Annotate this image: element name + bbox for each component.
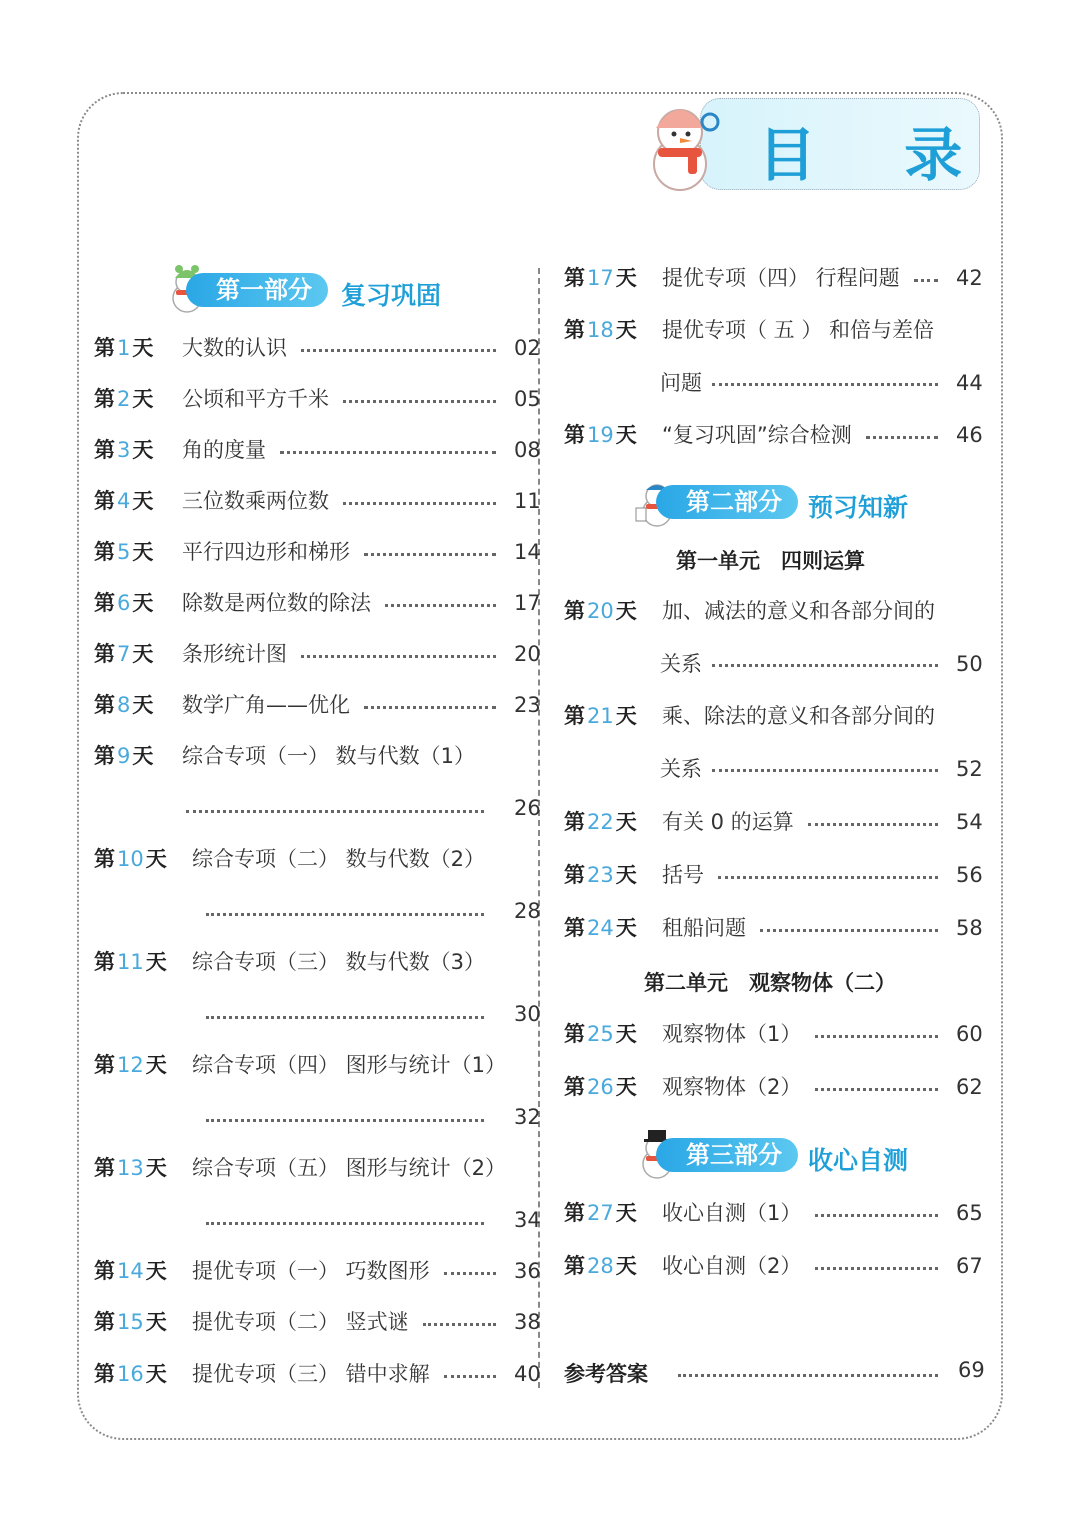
part2-subtitle: 预习知新 <box>808 493 909 522</box>
day-number: 17 <box>587 266 614 290</box>
toc-entry <box>564 860 984 890</box>
day-label <box>564 420 637 450</box>
day-label <box>564 913 637 943</box>
day-number: 24 <box>587 916 614 940</box>
toc-entry <box>564 1019 984 1049</box>
toc-entry <box>94 1359 542 1389</box>
leader-dots <box>444 1375 496 1378</box>
entry-title: 平行四边形和梯形 <box>182 540 350 564</box>
leader-dots <box>206 913 484 916</box>
day-label <box>564 1198 637 1228</box>
entry-title: 提优专项（三） 错中求解 <box>192 1362 430 1386</box>
day-number: 22 <box>587 810 614 834</box>
day-label <box>94 435 153 465</box>
day-label <box>94 1050 167 1080</box>
day-prefix: 第 <box>94 438 115 462</box>
toc-entry <box>94 947 542 1026</box>
day-label <box>94 1153 167 1183</box>
page-number: 02 <box>514 336 541 360</box>
day-suffix: 天 <box>615 863 637 887</box>
entry-title: 公顷和平方千米 <box>182 387 329 411</box>
day-number: 10 <box>117 847 144 871</box>
toc-entry <box>564 1072 984 1102</box>
entry-title: 提优专项（二） 竖式谜 <box>192 1310 409 1334</box>
leader-dots <box>808 823 938 826</box>
toc-entry <box>94 384 542 414</box>
day-suffix: 天 <box>615 1201 637 1225</box>
day-suffix: 天 <box>132 642 154 666</box>
day-suffix: 天 <box>615 1022 637 1046</box>
day-suffix: 天 <box>132 591 154 615</box>
day-label <box>564 1072 637 1102</box>
snowman-scarf-icon <box>636 98 724 194</box>
day-label <box>564 596 637 626</box>
day-label <box>94 1359 167 1389</box>
toc-entry <box>94 333 542 363</box>
day-suffix: 天 <box>615 318 637 342</box>
day-label <box>564 1251 637 1281</box>
day-number: 6 <box>117 591 131 615</box>
day-suffix: 天 <box>132 744 154 768</box>
leader-dots <box>343 502 496 505</box>
day-prefix: 第 <box>94 950 115 974</box>
day-suffix: 天 <box>132 387 154 411</box>
leader-dots <box>364 553 496 556</box>
day-prefix: 第 <box>564 1022 585 1046</box>
day-number: 26 <box>587 1075 614 1099</box>
day-suffix: 天 <box>615 704 637 728</box>
day-suffix: 天 <box>145 1362 167 1386</box>
unit2-title: 第二单元 观察物体（二） <box>644 971 896 995</box>
entry-title: 除数是两位数的除法 <box>182 591 371 615</box>
day-label <box>94 947 167 977</box>
day-prefix: 第 <box>564 863 585 887</box>
day-label <box>94 741 153 771</box>
toc-entry <box>94 690 542 720</box>
day-number: 1 <box>117 336 131 360</box>
day-label <box>564 263 637 293</box>
entry-title: 收心自测（2） <box>662 1254 802 1278</box>
day-label <box>94 537 153 567</box>
day-prefix: 第 <box>94 1310 115 1334</box>
leader-dots <box>301 349 496 352</box>
day-number: 13 <box>117 1156 144 1180</box>
day-suffix: 天 <box>615 599 637 623</box>
toc-entry <box>564 807 984 837</box>
day-prefix: 第 <box>94 591 115 615</box>
leader-dots <box>815 1088 938 1091</box>
day-suffix: 天 <box>132 489 154 513</box>
page-number: 36 <box>514 1259 541 1283</box>
entry-title: 综合专项（三） 数与代数（3） <box>192 950 486 974</box>
toc-entry <box>564 596 984 676</box>
leader-dots <box>301 655 496 658</box>
day-number: 27 <box>587 1201 614 1225</box>
page-number: 11 <box>514 489 541 513</box>
page-number: 40 <box>514 1362 541 1386</box>
page-number: 46 <box>956 423 983 447</box>
day-suffix: 天 <box>145 1259 167 1283</box>
toc-entry <box>94 435 542 465</box>
day-number: 5 <box>117 540 131 564</box>
day-label <box>564 807 637 837</box>
day-suffix: 天 <box>145 1310 167 1334</box>
day-suffix: 天 <box>615 1075 637 1099</box>
answers-page: 69 <box>958 1358 985 1382</box>
leader-dots <box>718 876 938 879</box>
day-label <box>564 701 637 731</box>
part3-subtitle: 收心自测 <box>808 1146 909 1175</box>
day-prefix: 第 <box>564 810 585 834</box>
unit1-title: 第一单元 四则运算 <box>676 549 865 573</box>
part1-subtitle: 复习巩固 <box>341 281 442 310</box>
page-number: 60 <box>956 1022 983 1046</box>
leader-dots <box>712 383 938 386</box>
day-prefix: 第 <box>94 693 115 717</box>
page-number: 30 <box>514 1002 541 1026</box>
day-suffix: 天 <box>132 438 154 462</box>
day-prefix: 第 <box>94 1053 115 1077</box>
page-number: 26 <box>514 796 541 820</box>
entry-title: 综合专项（四） 图形与统计（1） <box>192 1053 507 1077</box>
entry-title: 有关 0 的运算 <box>662 810 794 834</box>
leader-dots <box>280 451 496 454</box>
day-prefix: 第 <box>94 1362 115 1386</box>
day-suffix: 天 <box>615 266 637 290</box>
entry-title: 数学广角——优化 <box>182 693 350 717</box>
day-label <box>94 1307 167 1337</box>
toc-entry <box>94 1153 542 1232</box>
entry-title: 乘、除法的意义和各部分间的 <box>662 704 935 728</box>
leader-dots <box>678 1374 938 1377</box>
day-number: 7 <box>117 642 131 666</box>
day-prefix: 第 <box>564 1254 585 1278</box>
page-number: 65 <box>956 1201 983 1225</box>
day-suffix: 天 <box>615 810 637 834</box>
page-title: 目 录 <box>758 121 997 189</box>
day-number: 15 <box>117 1310 144 1334</box>
day-label <box>94 690 153 720</box>
entry-title: 括号 <box>662 863 704 887</box>
leader-dots <box>186 810 484 813</box>
day-label <box>94 1256 167 1286</box>
toc-entry <box>94 844 542 923</box>
toc-entry <box>564 420 984 450</box>
day-number: 14 <box>117 1259 144 1283</box>
part1-label: 第一部分 <box>186 273 328 307</box>
entry-title: 加、减法的意义和各部分间的 <box>662 599 935 623</box>
entry-title: 观察物体（2） <box>662 1075 802 1099</box>
page-number: 38 <box>514 1310 541 1334</box>
entry-title: 三位数乘两位数 <box>182 489 329 513</box>
day-suffix: 天 <box>145 847 167 871</box>
page-number: 28 <box>514 899 541 923</box>
day-number: 4 <box>117 489 131 513</box>
page-number: 67 <box>956 1254 983 1278</box>
day-label <box>564 860 637 890</box>
leader-dots <box>206 1016 484 1019</box>
entry-title: 观察物体（1） <box>662 1022 802 1046</box>
day-prefix: 第 <box>94 489 115 513</box>
leader-dots <box>206 1119 484 1122</box>
day-label <box>94 333 153 363</box>
leader-dots <box>914 279 938 282</box>
part2-label: 第二部分 <box>656 485 798 519</box>
day-label <box>94 639 153 669</box>
day-suffix: 天 <box>615 916 637 940</box>
entry-title: 角的度量 <box>182 438 266 462</box>
day-prefix: 第 <box>564 704 585 728</box>
entry-title-continued: 关系 <box>660 757 702 781</box>
part3-label: 第三部分 <box>656 1138 798 1172</box>
toc-entry <box>94 537 542 567</box>
day-prefix: 第 <box>94 1259 115 1283</box>
day-prefix: 第 <box>564 266 585 290</box>
page-number: 42 <box>956 266 983 290</box>
page-number: 20 <box>514 642 541 666</box>
day-number: 11 <box>117 950 144 974</box>
day-number: 9 <box>117 744 131 768</box>
day-prefix: 第 <box>564 423 585 447</box>
entry-title-continued: 关系 <box>660 652 702 676</box>
day-prefix: 第 <box>94 540 115 564</box>
day-suffix: 天 <box>132 336 154 360</box>
entry-title: 收心自测（1） <box>662 1201 802 1225</box>
leader-dots <box>760 929 938 932</box>
toc-entry <box>94 639 542 669</box>
entry-title: “复习巩固”综合检测 <box>662 423 852 447</box>
entry-title: 提优专项（四） 行程问题 <box>662 266 900 290</box>
page-number: 14 <box>514 540 541 564</box>
page-number: 32 <box>514 1105 541 1129</box>
entry-title: 条形统计图 <box>182 642 287 666</box>
toc-entry <box>94 588 542 618</box>
page-number: 50 <box>956 652 983 676</box>
page-number: 54 <box>956 810 983 834</box>
toc-entry <box>564 1251 984 1281</box>
leader-dots <box>423 1323 496 1326</box>
day-suffix: 天 <box>145 1053 167 1077</box>
leader-dots <box>385 604 496 607</box>
entry-title: 综合专项（二） 数与代数（2） <box>192 847 486 871</box>
toc-entry <box>94 1050 542 1129</box>
entry-title: 提优专项（一） 巧数图形 <box>192 1259 430 1283</box>
page-number: 58 <box>956 916 983 940</box>
day-prefix: 第 <box>94 387 115 411</box>
day-prefix: 第 <box>564 599 585 623</box>
page-number: 62 <box>956 1075 983 1099</box>
day-number: 25 <box>587 1022 614 1046</box>
day-label <box>94 588 153 618</box>
day-suffix: 天 <box>132 693 154 717</box>
day-prefix: 第 <box>564 318 585 342</box>
toc-entry <box>94 1256 542 1286</box>
page-number: 17 <box>514 591 541 615</box>
leader-dots <box>712 769 938 772</box>
day-label <box>94 384 153 414</box>
day-prefix: 第 <box>94 1156 115 1180</box>
entry-title: 提优专项（ 五 ） 和倍与差倍 <box>662 318 935 342</box>
day-label <box>564 1019 637 1049</box>
day-prefix: 第 <box>564 1075 585 1099</box>
toc-entry <box>564 701 984 781</box>
page-number: 34 <box>514 1208 541 1232</box>
day-suffix: 天 <box>145 950 167 974</box>
leader-dots <box>444 1272 496 1275</box>
leader-dots <box>206 1222 484 1225</box>
leader-dots <box>364 706 496 709</box>
day-number: 3 <box>117 438 131 462</box>
leader-dots <box>815 1267 938 1270</box>
day-prefix: 第 <box>94 744 115 768</box>
day-prefix: 第 <box>94 847 115 871</box>
day-number: 18 <box>587 318 614 342</box>
day-suffix: 天 <box>615 1254 637 1278</box>
day-number: 8 <box>117 693 131 717</box>
leader-dots <box>815 1214 938 1217</box>
toc-entry <box>564 315 984 395</box>
page-number: 52 <box>956 757 983 781</box>
day-number: 28 <box>587 1254 614 1278</box>
toc-entry <box>94 1307 542 1337</box>
day-number: 23 <box>587 863 614 887</box>
answers-label: 参考答案 <box>564 1362 648 1386</box>
page-number: 56 <box>956 863 983 887</box>
day-number: 2 <box>117 387 131 411</box>
toc-entry <box>94 741 542 820</box>
toc-entry <box>564 1198 984 1228</box>
leader-dots <box>866 436 938 439</box>
day-suffix: 天 <box>615 423 637 447</box>
day-number: 19 <box>587 423 614 447</box>
entry-title: 综合专项（五） 图形与统计（2） <box>192 1156 507 1180</box>
day-prefix: 第 <box>564 1201 585 1225</box>
day-number: 21 <box>587 704 614 728</box>
page-number: 05 <box>514 387 541 411</box>
leader-dots <box>712 664 938 667</box>
leader-dots <box>815 1035 938 1038</box>
toc-entry <box>564 263 984 293</box>
page-number: 44 <box>956 371 983 395</box>
day-suffix: 天 <box>145 1156 167 1180</box>
day-label <box>94 486 153 516</box>
entry-title: 综合专项（一） 数与代数（1） <box>182 744 476 768</box>
day-prefix: 第 <box>94 642 115 666</box>
day-number: 20 <box>587 599 614 623</box>
day-suffix: 天 <box>132 540 154 564</box>
leader-dots <box>343 400 496 403</box>
day-prefix: 第 <box>94 336 115 360</box>
day-label <box>94 844 167 874</box>
page-number: 08 <box>514 438 541 462</box>
entry-title-continued: 问题 <box>660 371 702 395</box>
page-number: 23 <box>514 693 541 717</box>
day-number: 16 <box>117 1362 144 1386</box>
toc-entry <box>94 486 542 516</box>
day-prefix: 第 <box>564 916 585 940</box>
entry-title: 大数的认识 <box>182 336 287 360</box>
entry-title: 租船问题 <box>662 916 746 940</box>
day-label <box>564 315 637 345</box>
toc-entry <box>564 913 984 943</box>
day-number: 12 <box>117 1053 144 1077</box>
